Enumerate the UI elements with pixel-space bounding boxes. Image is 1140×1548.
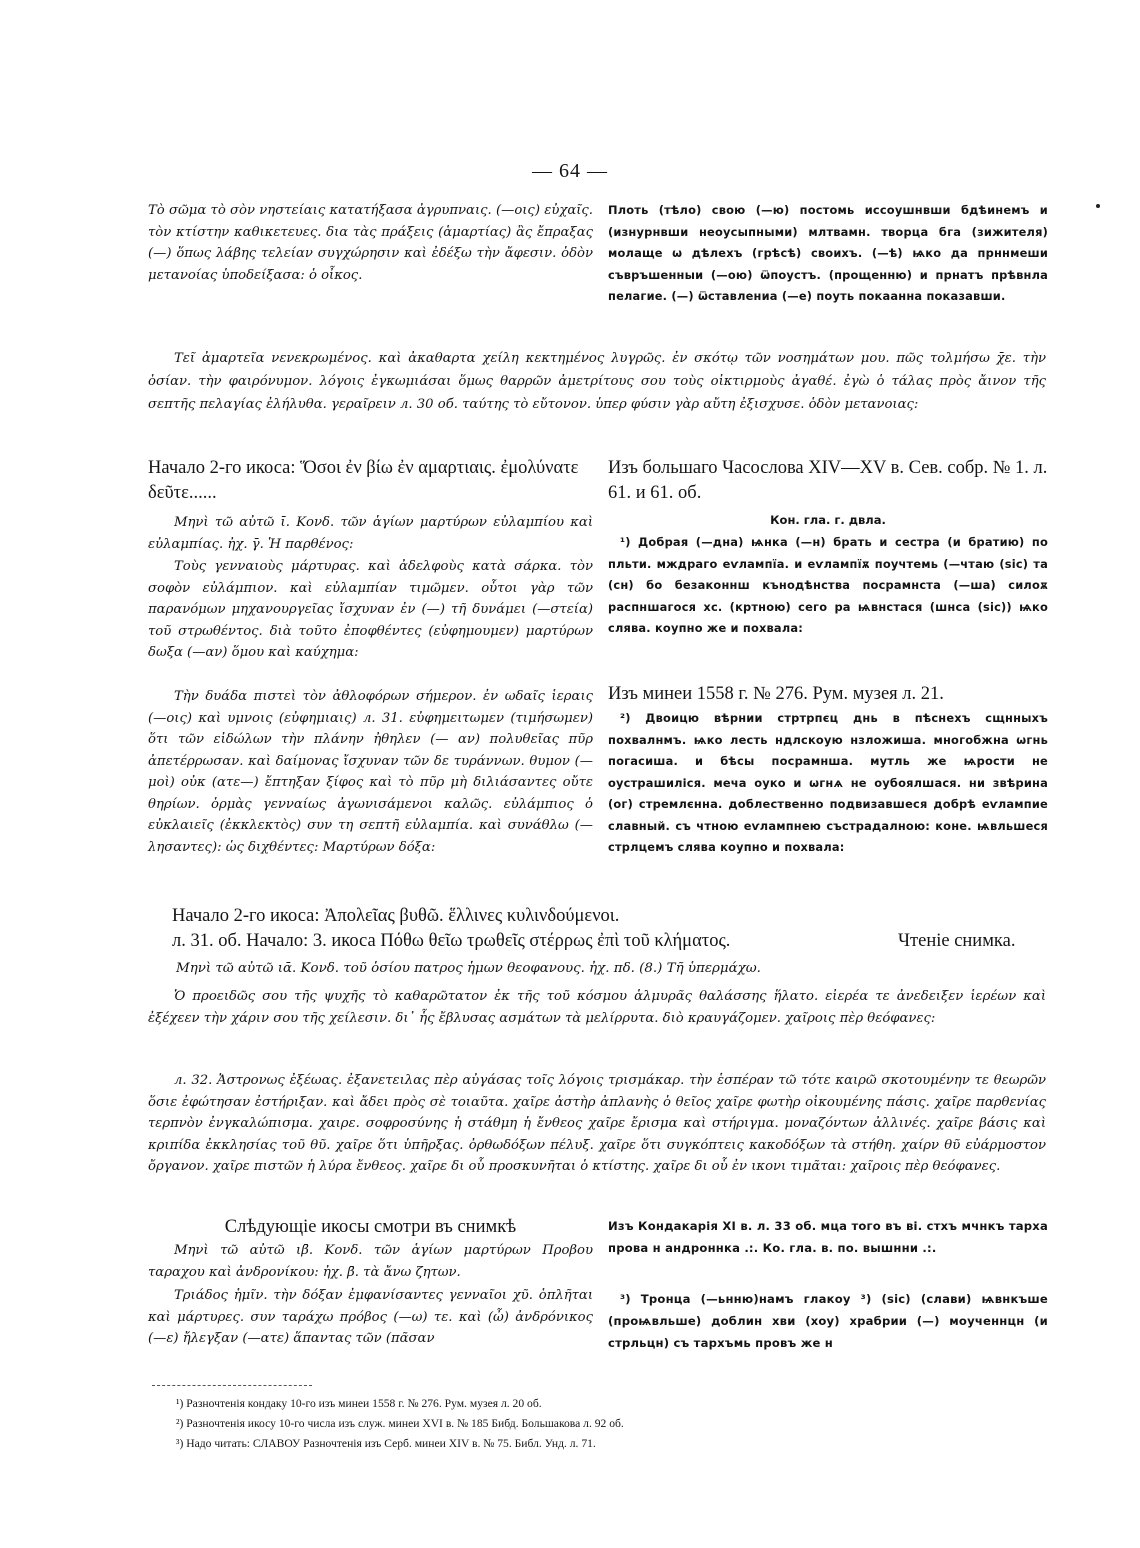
footnote-2: ²) Разночтенія икосу 10-го числа изъ служ. минеи XVI в. № 185 Бибд. Большакова л. 92 об. bbox=[176, 1417, 624, 1430]
theophanes-kontakion-text: Ὁ προειδῶς σου τῆς ψυχῆς τὸ καθαρῶτατον ἐκ τῆς τοῦ κόσμου ἁλμυρᾶς θαλάσσης ἥλατο. εἰερέα τε ἀνεδειξεν ἱερέων καὶ ἐξέχεεν τὴν χάριν σου τῆς χείλεσιν. δι᾽ ἧς ἔβλυσας ασμάτων τὰ μελίρρυτα. διὸ κραυγάζομεν. χαῖροις πὲρ θεόφανες: bbox=[148, 989, 1046, 1026]
footnote-separator bbox=[152, 1385, 312, 1386]
reading-of-facsimile-label: Чтеніе снимка. bbox=[898, 931, 1016, 951]
heading-ikos-2-apoleias: Начало 2-го икоса: Ἀπολεῖας βυθῶ. ἕλλινες κυλινδούμενοι. bbox=[172, 906, 620, 926]
right-heading-minea-1558: Изъ минеи 1558 г. № 276. Рум. музея л. 21. bbox=[608, 684, 944, 704]
left-ikos-text: Τὴν δυάδα πιστεὶ τὸν ἀθλοφόρων σήμερον. ἐν ωδαῖς ἱεραις (—οις) καὶ υμνοις (εὐφημιαις) л. 31. εὐφημειτωμεν (τιμήσωμεν) ὅτι τῶν εἰδώλων τὴν πλάνην ἠθηλεν (— αν) πολυθεῖας πῦρ ἀπετέρρωσαν. καὶ δαίμονας ἴσχυναν τῶν δε τυράννων. θυμον (—μοὶ) οὐκ (ατε—) ἔπτηξαν ξίφος καὶ τὸ πῦρ μὴ διλιάσαντες οὔτε θηρίων. ὁρμὰς γενναίως ἀγωνισάμενοι καλῶς. εὐλάμπιος ὁ εὐκλαιεῖς (ἐκκλεκτὸς) συν τη σεπτῆ εὐλαμπία. καὶ συνάθλω (—λησαντες): ὡς διχθέντες: Μαρτύρων δόξα: bbox=[148, 689, 593, 855]
bottom-right-heading-kondakar: Изъ Кондакарія XI в. л. 33 об. мца того въ ві. стхъ мчнкъ тархa провa н андроннка .:. Ко. гла. в. по. вышнни .:. bbox=[608, 1219, 1048, 1255]
full-width-greek-paragraph: Τεῖ ἀμαρτεῖα νενεκρωμένος. καὶ ἀκαθαρτα χείλη κεκτημένος λυγρῶς. ἐν σκότῳ τῶν νοσημάτων μου. πῶς τολμήσω χ̄ε. τὴν ὁσίαν. τὴν φαιρόνυμον. λόγοις ἐγκωμιάσαι ὅμως θαρρῶν ἀμετρίτους σου τοὺς οἰκτιρμοὺς ἀγαθέ. ἐγὼ ὁ τάλας πρὸς ἄινον τῆς σεπτῆς πελαγίας ἐλήλυθα. γεραῖρειν л. 30 об. ταύτης τὸ εὔτονον. ὑπερ φύσιν γὰρ αὔτη ἐξισχυσε. ὁδὸν μετανοιας: bbox=[148, 351, 1046, 412]
bottom-right-kontakion-slavonic: ³) Тронца (—ьнню)намъ глакоу ³) (sic) (слави) ѩвнкъше (проѩвльше) доблин хви (хоу) храбрии (—) моученнцн (и стрльцн) съ тархъмь провъ же н bbox=[608, 1292, 1048, 1350]
footnote-3: ³) Надо читать: СЛАВОУ Разночтенія изъ Серб. минеи XIV в. № 75. Библ. Унд. л. 71. bbox=[176, 1437, 596, 1450]
footnote-1: ¹) Разночтенія кондаку 10-го изъ минеи 1558 г. № 276. Рум. музея л. 20 об. bbox=[176, 1397, 542, 1410]
right-kontakion-tone: Кон. гла. г. двла. bbox=[770, 513, 886, 527]
bottom-left-kontakion-text: Τριάδος ἡμῖν. τὴν δόξαν ἐμφανίσαντες γενναῖοι χῦ. ὁπλῆται καὶ μάρτυρες. συν ταράχω πρόβος (—ω) τε. καὶ (ὦ) ἀνδρόνικος (—ε) ἤλεγξαν (—ατε) ἅπαντας τῶν (πᾶσαν bbox=[148, 1288, 593, 1346]
left-kontakion-text: Τοὺς γενναιοὺς μάρτυρας. καὶ ἀδελφοὺς κατὰ σάρκα. τὸν σοφὸν εὐλάμπιον. καὶ εὐλαμπίαν τιμῶμεν. οὗτοι γὰρ τῶν παρανόμων μηχανουργεῖας ἴσχυναν ἐν (—) τῆ δυνάμει (—στεία) τοῦ στρωθέντος. διὰ τοῦτο ἐποφθέντες (εὐφημουμεν) μαρτύρων δωξα (—αν) ὅμου καὶ καύχημα: bbox=[148, 559, 593, 660]
top-left-greek-text: Τὸ σῶμα τὸ σὸν νηστείαις κατατήξασα ἀγρυπναις. (—οις) εὐχαῖς. τὸν κτίστην καθικετευες. δια τὰς πράξεις (ἁμαρτίας) ἃς ἔπραξας (—) ὅπως λάβης τελείαν συγχώρησιν καὶ ἐδέξω τὴν ἄφεσιν. ὁδὸν μετανοίας ὑποδείξασα: ὁ οἶκος. bbox=[148, 203, 593, 283]
top-right-slavonic-text: Плоть (тѣло) свою (—ю) постомь иссоушнвши бдѣинемъ и (изнурнвши неоусыпными) млтвамн. творца бга (зижителя) молаще ѡ дѣлехъ (грѣсѣ) своихъ. (—ѣ) ѩко да прннмеши съвръшенныи (—ою) ѿпоустъ. (прощенню) и прнатъ прѣвнла пелагие. (—) ѿставлениа (—е) поуть покаанна показавши. bbox=[608, 203, 1048, 303]
theophanes-kontakion-title: Μηνὶ τῶ αὐτῶ ιᾱ. Κονδ. τοῦ ὁσίου πατρος ἡμων θεοφανους. ἠχ. πδ. (8.) Τῆ ὑπερμάχω. bbox=[176, 961, 761, 976]
heading-ikos-3: л. 31. об. Начало: 3. икоса Πόθω θεῖω τρωθεῖς στέρρως ἐπὶ τοῦ κλήματος. bbox=[172, 931, 731, 951]
right-ikos-slavonic: ²) Двоицю вѣрнии стртрпєц днь в пѣснехъ сщнныхъ похвалнмъ. ѩко лесть ндлскоую нзложиша. многобжна ѡгнь погасиша. и бѣсы посрамнша. мутль же ѩрости не оустрашиліся. меча оуко и ѡгнѧ не оубоялшася. ни звѣрина (ог) стремлєнна. доблественно подвизавшеся добрѣ еѵлампие славный. съ чтною еѵлампнею състрадалною: коне. ѩвльшеся стрлцемъ слява коупно и похвала: bbox=[608, 711, 1048, 854]
theophanes-ikos-text: л. 32. Ἀστρονως ἐξέωας. ἐξανετειλας πὲρ αὐγάσας τοῖς λόγοις τρισμάκαρ. τὴν ἑσπέραν τῶ τότε καιρῶ σκοτουμένην τε θεωρῶν ὅσιε ἐφώτησαν ἐστήριξαν. καὶ ἄδει πρὸς σὲ τοιαῦτα. χαῖρε ἀστὴρ ἀπλανὴς ὁ θεῖος χαῖρε φωτὴρ οἰκουμένης πάσις. χαῖρε παρθενίας τερπνὸν ἐνγκαλώπισμα. χαιρε. σοφροσύνης ἡ στάθμη ἡ ἔνθεος χαῖρε ἔρισμα καὶ στήριγμα. μοναζόντων ἀλλινές. χαῖρε βάσις καὶ κριπίδα ἐκκλησίας τοῦ θῦ. χαῖρε ὅτι ὑπῆρξας. ὀρθωδόξων πέλυξ. χαῖρε ὅτι συγκόπτεις κακοδόξων τὰ στήθη. χαίρν θῦ εὐάρμοστον ὄργανον. χαῖρε πιστῶν ἡ λύρα ἔνθεος. χαῖρε δι οὗ προσκυνῆται ὁ κτίστης. χαῖρε δι οὗ ἐν ικονι τιμᾶται: χαῖροις πὲρ θεόφανες. bbox=[148, 1073, 1046, 1174]
ink-dot bbox=[1096, 204, 1100, 208]
right-heading-chasoslov: Изъ большаго Часослова XIV—XV в. Сев. собр. № 1. л. 61. и 61. об. bbox=[608, 458, 1048, 503]
bottom-left-kontakion-title: Μηνὶ τῶ αὐτῶ ιβ̄. Κονδ. τῶν ἁγίων μαρτύρων Προβου ταραχου καὶ ἀνδρονίκου: ἠχ. β̄. τὰ ἄνω ζητων. bbox=[148, 1243, 593, 1280]
left-heading-ikos-2: Начало 2-го икоса: Ὅσοι ἐν βίω ἐν αμαρτιαις. ἐμολύνατε δεῦτε...... bbox=[148, 458, 579, 503]
bottom-left-heading: Слѣдующіе икосы смотри въ снимкѣ bbox=[224, 1217, 517, 1237]
right-kontakion-slavonic: ¹) Добрая (—дна) ѩнка (—н) брать и сестра (и братию) по пльти. мждраго еѵлампїа. и еѵлампїѫ поучтемь (—чтаю (sic) та (сн) бо безаконнш кънодѣнства посрамнста (—ша) силоѫ распншагося хс. (кртною) сего ра ѩвнстася (шнса (sic)) ѩко слява. коупно же и похвала: bbox=[608, 535, 1048, 635]
page-number: — 64 — bbox=[532, 160, 608, 182]
left-kontakion-title: Μηνὶ τῶ αὐτῶ ῑ. Κονδ. τῶν ἁγίων μαρτύρων εὐλαμπίου καὶ εὐλαμπίας. ἠχ. γ̄. Ἡ παρθένος: bbox=[148, 515, 593, 552]
